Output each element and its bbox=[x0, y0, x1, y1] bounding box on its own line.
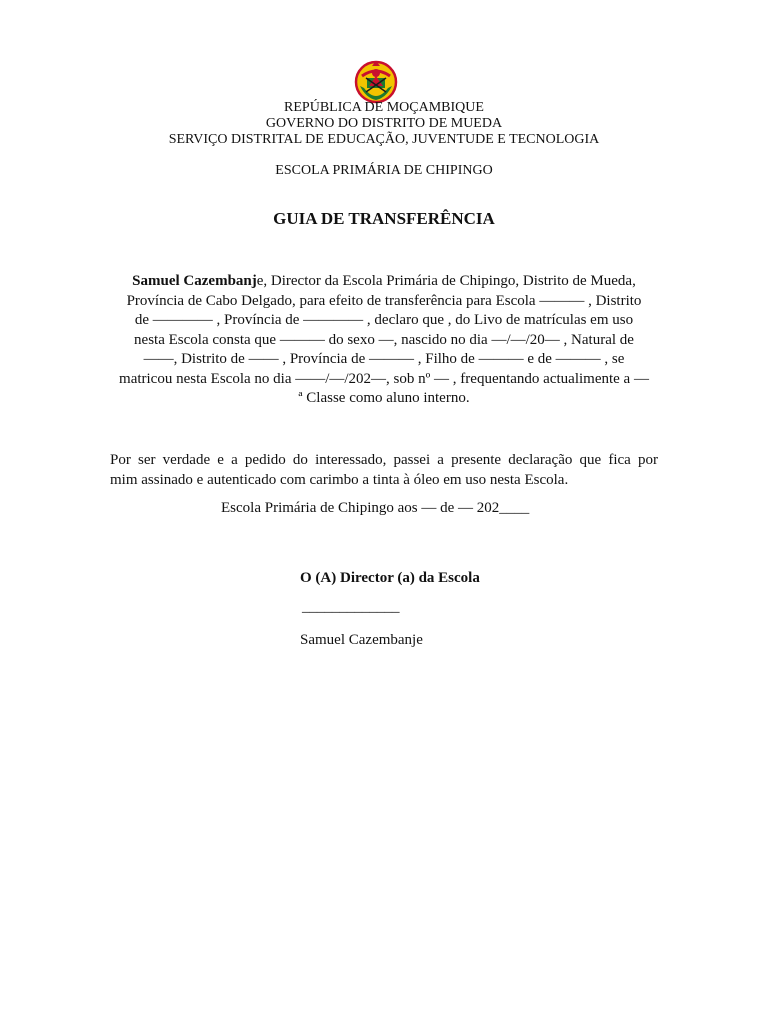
header-government: GOVERNO DO DISTRITO DE MUEDA bbox=[265, 116, 503, 131]
closing-line-1: Por ser verdade e a pedido do interessado, passei a presente declaração que fica por bbox=[110, 452, 658, 468]
body-line-6: matricou nesta Escola no dia ——/—/202—, sob nº — , frequentando actualimente a — bbox=[119, 370, 649, 387]
body-line-2: Província de Cabo Delgado, para efeito de transferência para Escola ——— , Distrito bbox=[126, 292, 642, 309]
body-line-3: de ———— , Província de ———— , declaro que , do Livo de matrículas em uso bbox=[134, 312, 634, 328]
body-line-4: nesta Escola consta que ——— do sexo —, nascido no dia —/—/20— , Natural de bbox=[134, 331, 634, 348]
signature-role: O (A) Director (a) da Escola bbox=[300, 570, 480, 586]
body-line-1 bbox=[108, 272, 660, 292]
header-country: REPÚBLICA DE MOÇAMBIQUE bbox=[284, 100, 484, 115]
body-paragraph bbox=[108, 272, 660, 409]
director-name-bold: Samuel Cazembanj bbox=[132, 273, 257, 289]
date-line: Escola Primária de Chipingo aos — de — 202____ bbox=[221, 500, 530, 516]
signature-name: Samuel Cazembanje bbox=[300, 632, 423, 648]
body-line-7: ª Classe como aluno interno. bbox=[298, 390, 470, 406]
header-school: ESCOLA PRIMÁRIA DE CHIPINGO bbox=[275, 163, 493, 178]
mozambique-coat-of-arms-icon bbox=[352, 58, 400, 104]
signature-line: _____________ bbox=[302, 599, 400, 615]
closing-paragraph bbox=[110, 451, 658, 490]
body-line-1-rest: e, Director da Escola Primária de Chipingo, Distrito de Mueda, bbox=[256, 273, 636, 289]
header-service: SERVIÇO DISTRITAL DE EDUCAÇÃO, JUVENTUDE E TECNOLOGIA bbox=[168, 132, 600, 147]
document-title: GUIA DE TRANSFERÊNCIA bbox=[273, 209, 495, 228]
body-line-5: ——, Distrito de —— , Província de ——— , Filho de ——— e de ——— , se bbox=[143, 351, 625, 367]
closing-line-2: mim assinado e autenticado com carimbo a tinta à óleo em uso nesta Escola. bbox=[110, 471, 569, 488]
